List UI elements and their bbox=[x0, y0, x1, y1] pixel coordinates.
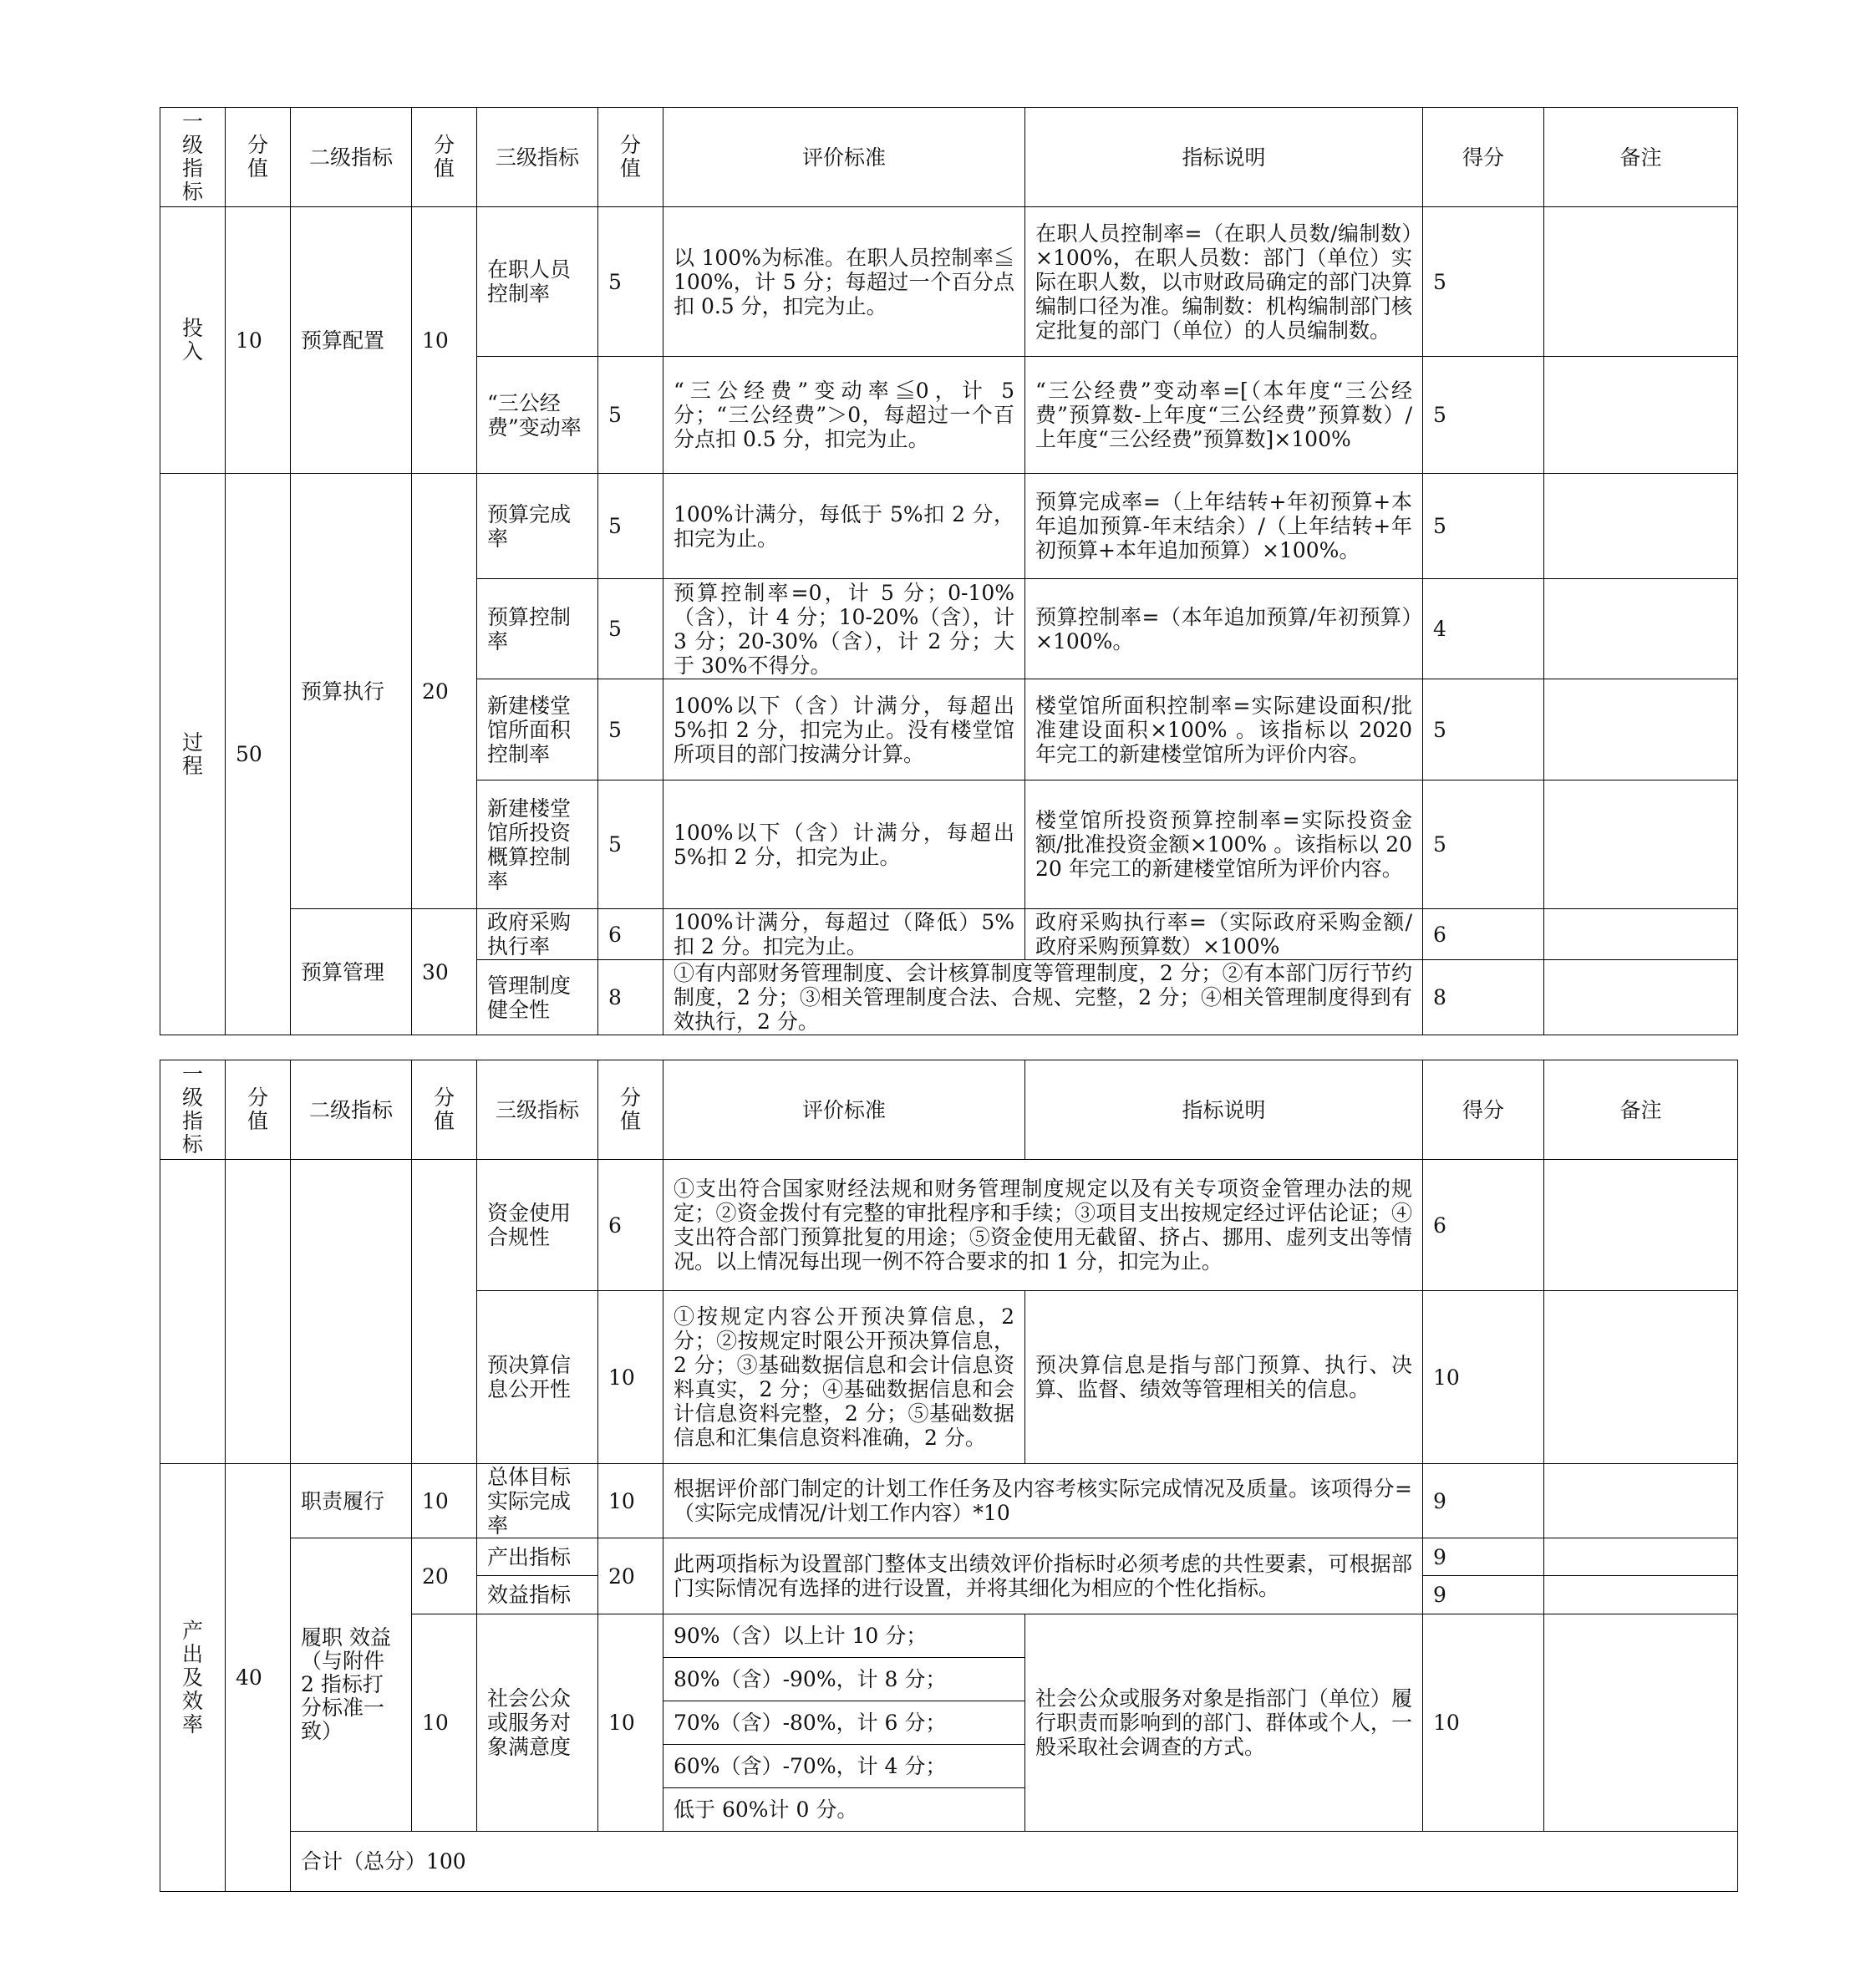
header-standard: 评价标准 bbox=[663, 108, 1025, 207]
description-cell: 楼堂馆所投资预算控制率=实际投资金额/批准投资金额×100% 。该指标以 2020 年完工的新建楼堂馆所为评价内容。 bbox=[1025, 780, 1423, 909]
level3-cell: 新建楼堂馆所面积控制率 bbox=[477, 679, 598, 780]
standard-cell: 60%（含）-70%，计 4 分； bbox=[663, 1745, 1025, 1788]
description-cell: 社会公众或服务对象是指部门（单位）履行职责而影响到的部门、群体或个人，一般采取社会调查的方式。 bbox=[1025, 1614, 1423, 1832]
level3-value: 10 bbox=[598, 1614, 663, 1832]
header-score1: 分值 bbox=[226, 108, 291, 207]
level3-cell: 预算控制率 bbox=[477, 579, 598, 679]
standard-cell: 100%计满分，每低于 5%扣 2 分，扣完为止。 bbox=[663, 474, 1025, 579]
level3-cell: 社会公众或服务对象满意度 bbox=[477, 1614, 598, 1832]
header-score: 得分 bbox=[1423, 1060, 1544, 1160]
level2-value: 20 bbox=[412, 1538, 477, 1614]
header-score2: 分值 bbox=[412, 1060, 477, 1160]
table-row bbox=[160, 909, 1738, 960]
remark-cell bbox=[1544, 1464, 1738, 1538]
remark-cell bbox=[1544, 679, 1738, 780]
standard-cell: 低于 60%计 0 分。 bbox=[663, 1788, 1025, 1832]
remark-cell bbox=[1544, 960, 1738, 1035]
level1-cell bbox=[160, 1160, 226, 1464]
header-row bbox=[160, 108, 1738, 207]
level1-cell: 投入 bbox=[160, 207, 226, 474]
level3-value: 5 bbox=[598, 474, 663, 579]
description-cell: 预决算信息是指与部门预算、执行、决算、监督、绩效等管理相关的信息。 bbox=[1025, 1291, 1423, 1464]
remark-cell bbox=[1544, 1614, 1738, 1832]
score-cell: 6 bbox=[1423, 1160, 1544, 1291]
level2-value: 20 bbox=[412, 474, 477, 909]
level3-value: 6 bbox=[598, 909, 663, 960]
remark-cell bbox=[1544, 474, 1738, 579]
remark-cell bbox=[1544, 1538, 1738, 1576]
level3-cell: 新建楼堂馆所投资概算控制率 bbox=[477, 780, 598, 909]
level2-cell bbox=[291, 1160, 412, 1464]
header-level3: 三级指标 bbox=[477, 108, 598, 207]
level3-value: 5 bbox=[598, 207, 663, 357]
header-remark: 备注 bbox=[1544, 108, 1738, 207]
level2-value: 10 bbox=[412, 1614, 477, 1832]
header-score: 得分 bbox=[1423, 108, 1544, 207]
standard-cell: 100%以下（含）计满分，每超出 5%扣 2 分，扣完为止。没有楼堂馆所项目的部门按满分计算。 bbox=[663, 679, 1025, 780]
standard-cell: ①支出符合国家财经法规和财务管理制度规定以及有关专项资金管理办法的规定；②资金拨付有完整的审批程序和手续；③项目支出按规定经过评估论证；④支出符合部门预算批复的用途；⑤资金使用无截留、挤占、挪用、虚列支出等情况。以上情况每出现一例不符合要求的扣 1 分，扣完为止。 bbox=[663, 1160, 1423, 1291]
level3-cell: 预算完成率 bbox=[477, 474, 598, 579]
level2-cell: 预算管理 bbox=[291, 909, 412, 1035]
header-description: 指标说明 bbox=[1025, 1060, 1423, 1160]
score-cell: 9 bbox=[1423, 1464, 1544, 1538]
level1-value bbox=[226, 1160, 291, 1464]
standard-cell: 预算控制率=0，计 5 分；0-10%（含），计 4 分；10-20%（含），计 3 分；20-30%（含），计 2 分；大于 30%不得分。 bbox=[663, 579, 1025, 679]
standard-cell: 100%计满分，每超过（降低）5%扣 2 分。扣完为止。 bbox=[663, 909, 1025, 960]
total-label: 合计（总分）100 bbox=[291, 1832, 1738, 1892]
level3-cell: 预决算信息公开性 bbox=[477, 1291, 598, 1464]
header-score2: 分值 bbox=[412, 108, 477, 207]
standard-cell: 此两项指标为设置部门整体支出绩效评价指标时必须考虑的共性要素，可根据部门实际情况有选择的进行设置，并将其细化为相应的个性化指标。 bbox=[663, 1538, 1423, 1614]
remark-cell bbox=[1544, 780, 1738, 909]
level3-value: 5 bbox=[598, 579, 663, 679]
standard-cell: 100%以下（含）计满分，每超出 5%扣 2 分，扣完为止。 bbox=[663, 780, 1025, 909]
header-score3: 分值 bbox=[598, 108, 663, 207]
level3-cell: 在职人员控制率 bbox=[477, 207, 598, 357]
header-remark: 备注 bbox=[1544, 1060, 1738, 1160]
header-level1: 一级指标 bbox=[160, 108, 226, 207]
level3-value: 5 bbox=[598, 357, 663, 474]
standard-cell: ①按规定内容公开预决算信息，2 分；②按规定时限公开预决算信息，2 分；③基础数据信息和会计信息资料真实，2 分；④基础数据信息和会计信息资料完整，2 分；⑤基础数据信息和汇集信息资料准确，2 分。 bbox=[663, 1291, 1025, 1464]
remark-cell bbox=[1544, 579, 1738, 679]
score-cell: 10 bbox=[1423, 1291, 1544, 1464]
level1-value: 10 bbox=[226, 207, 291, 474]
header-score1: 分值 bbox=[226, 1060, 291, 1160]
header-level3: 三级指标 bbox=[477, 1060, 598, 1160]
table-row bbox=[160, 1538, 1738, 1576]
score-cell: 6 bbox=[1423, 909, 1544, 960]
remark-cell bbox=[1544, 909, 1738, 960]
description-cell: 楼堂馆所面积控制率=实际建设面积/批准建设面积×100% 。该指标以 2020 年完工的新建楼堂馆所为评价内容。 bbox=[1025, 679, 1423, 780]
level3-value: 10 bbox=[598, 1464, 663, 1538]
description-cell: 预算完成率=（上年结转+年初预算+本年追加预算-年末结余）/（上年结转+年初预算+本年追加预算）×100%。 bbox=[1025, 474, 1423, 579]
level2-value: 30 bbox=[412, 909, 477, 1035]
remark-cell bbox=[1544, 207, 1738, 357]
description-cell: “三公经费”变动率=[（本年度“三公经费”预算数-上年度“三公经费”预算数）/上年度“三公经费”预算数]×100% bbox=[1025, 357, 1423, 474]
level2-cell: 履职 效益（与附件 2 指标打分标准一致） bbox=[291, 1538, 412, 1832]
standard-cell: 以 100%为标准。在职人员控制率≦100%，计 5 分；每超过一个百分点扣 0.5 分，扣完为止。 bbox=[663, 207, 1025, 357]
description-cell: 预算控制率=（本年追加预算/年初预算）×100%。 bbox=[1025, 579, 1423, 679]
remark-cell bbox=[1544, 357, 1738, 474]
standard-cell: 80%（含）-90%，计 8 分； bbox=[663, 1658, 1025, 1701]
score-cell: 5 bbox=[1423, 357, 1544, 474]
level2-cell: 预算执行 bbox=[291, 474, 412, 909]
level3-value: 6 bbox=[598, 1160, 663, 1291]
level2-cell: 预算配置 bbox=[291, 207, 412, 474]
remark-cell bbox=[1544, 1291, 1738, 1464]
score-cell: 4 bbox=[1423, 579, 1544, 679]
level2-value bbox=[412, 1160, 477, 1464]
level3-cell: 管理制度健全性 bbox=[477, 960, 598, 1035]
table-row bbox=[160, 1160, 1738, 1291]
level2-cell: 职责履行 bbox=[291, 1464, 412, 1538]
header-level2: 二级指标 bbox=[291, 108, 412, 207]
output-indicator-cell: 产出指标 bbox=[477, 1538, 598, 1576]
table-row bbox=[160, 474, 1738, 579]
level2-value: 10 bbox=[412, 207, 477, 474]
level3-cell: 总体目标实际完成率 bbox=[477, 1464, 598, 1538]
level3-cell: “三公经费”变动率 bbox=[477, 357, 598, 474]
standard-cell: 90%（含）以上计 10 分； bbox=[663, 1614, 1025, 1658]
header-level2: 二级指标 bbox=[291, 1060, 412, 1160]
header-score3: 分值 bbox=[598, 1060, 663, 1160]
total-row bbox=[160, 1832, 1738, 1892]
header-standard: 评价标准 bbox=[663, 1060, 1025, 1160]
level1-cell: 产出及效率 bbox=[160, 1464, 226, 1892]
level3-cell: 政府采购执行率 bbox=[477, 909, 598, 960]
score-cell: 10 bbox=[1423, 1614, 1544, 1832]
level3-cell: 资金使用合规性 bbox=[477, 1160, 598, 1291]
level3-value: 8 bbox=[598, 960, 663, 1035]
table-row bbox=[160, 207, 1738, 357]
evaluation-table-page-2 bbox=[160, 1060, 1738, 1892]
score-cell: 9 bbox=[1423, 1576, 1544, 1614]
header-row bbox=[160, 1060, 1738, 1160]
level2-value: 10 bbox=[412, 1464, 477, 1538]
level3-value: 5 bbox=[598, 679, 663, 780]
remark-cell bbox=[1544, 1160, 1738, 1291]
description-cell: 在职人员控制率=（在职人员数/编制数）×100%，在职人员数：部门（单位）实际在职人数，以市财政局确定的部门决算编制口径为准。编制数：机构编制部门核定批复的部门（单位）的人员编制数。 bbox=[1025, 207, 1423, 357]
remark-cell bbox=[1544, 1576, 1738, 1614]
standard-cell: 根据评价部门制定的计划工作任务及内容考核实际完成情况及质量。该项得分=（实际完成情况/计划工作内容）*10 bbox=[663, 1464, 1423, 1538]
score-cell: 5 bbox=[1423, 679, 1544, 780]
standard-cell: “三公经费”变动率≦0，计 5 分；“三公经费”＞0，每超过一个百分点扣 0.5 分，扣完为止。 bbox=[663, 357, 1025, 474]
header-description: 指标说明 bbox=[1025, 108, 1423, 207]
score-cell: 5 bbox=[1423, 474, 1544, 579]
benefit-indicator-cell: 效益指标 bbox=[477, 1576, 598, 1614]
score-cell: 8 bbox=[1423, 960, 1544, 1035]
level3-value: 5 bbox=[598, 780, 663, 909]
evaluation-table-page-1 bbox=[160, 107, 1738, 1035]
level1-value: 50 bbox=[226, 474, 291, 1035]
table-row bbox=[160, 1464, 1738, 1538]
standard-cell: 70%（含）-80%，计 6 分； bbox=[663, 1701, 1025, 1745]
level3-value: 10 bbox=[598, 1291, 663, 1464]
score-cell: 5 bbox=[1423, 780, 1544, 909]
score-cell: 5 bbox=[1423, 207, 1544, 357]
level3-value: 20 bbox=[598, 1538, 663, 1614]
standard-cell: ①有内部财务管理制度、会计核算制度等管理制度，2 分；②有本部门厉行节约制度，2 分；③相关管理制度合法、合规、完整，2 分；④相关管理制度得到有效执行，2 分。 bbox=[663, 960, 1423, 1035]
level1-cell: 过程 bbox=[160, 474, 226, 1035]
level1-value: 40 bbox=[226, 1464, 291, 1892]
score-cell: 9 bbox=[1423, 1538, 1544, 1576]
header-level1: 一级指标 bbox=[160, 1060, 226, 1160]
description-cell: 政府采购执行率=（实际政府采购金额/政府采购预算数）×100% bbox=[1025, 909, 1423, 960]
